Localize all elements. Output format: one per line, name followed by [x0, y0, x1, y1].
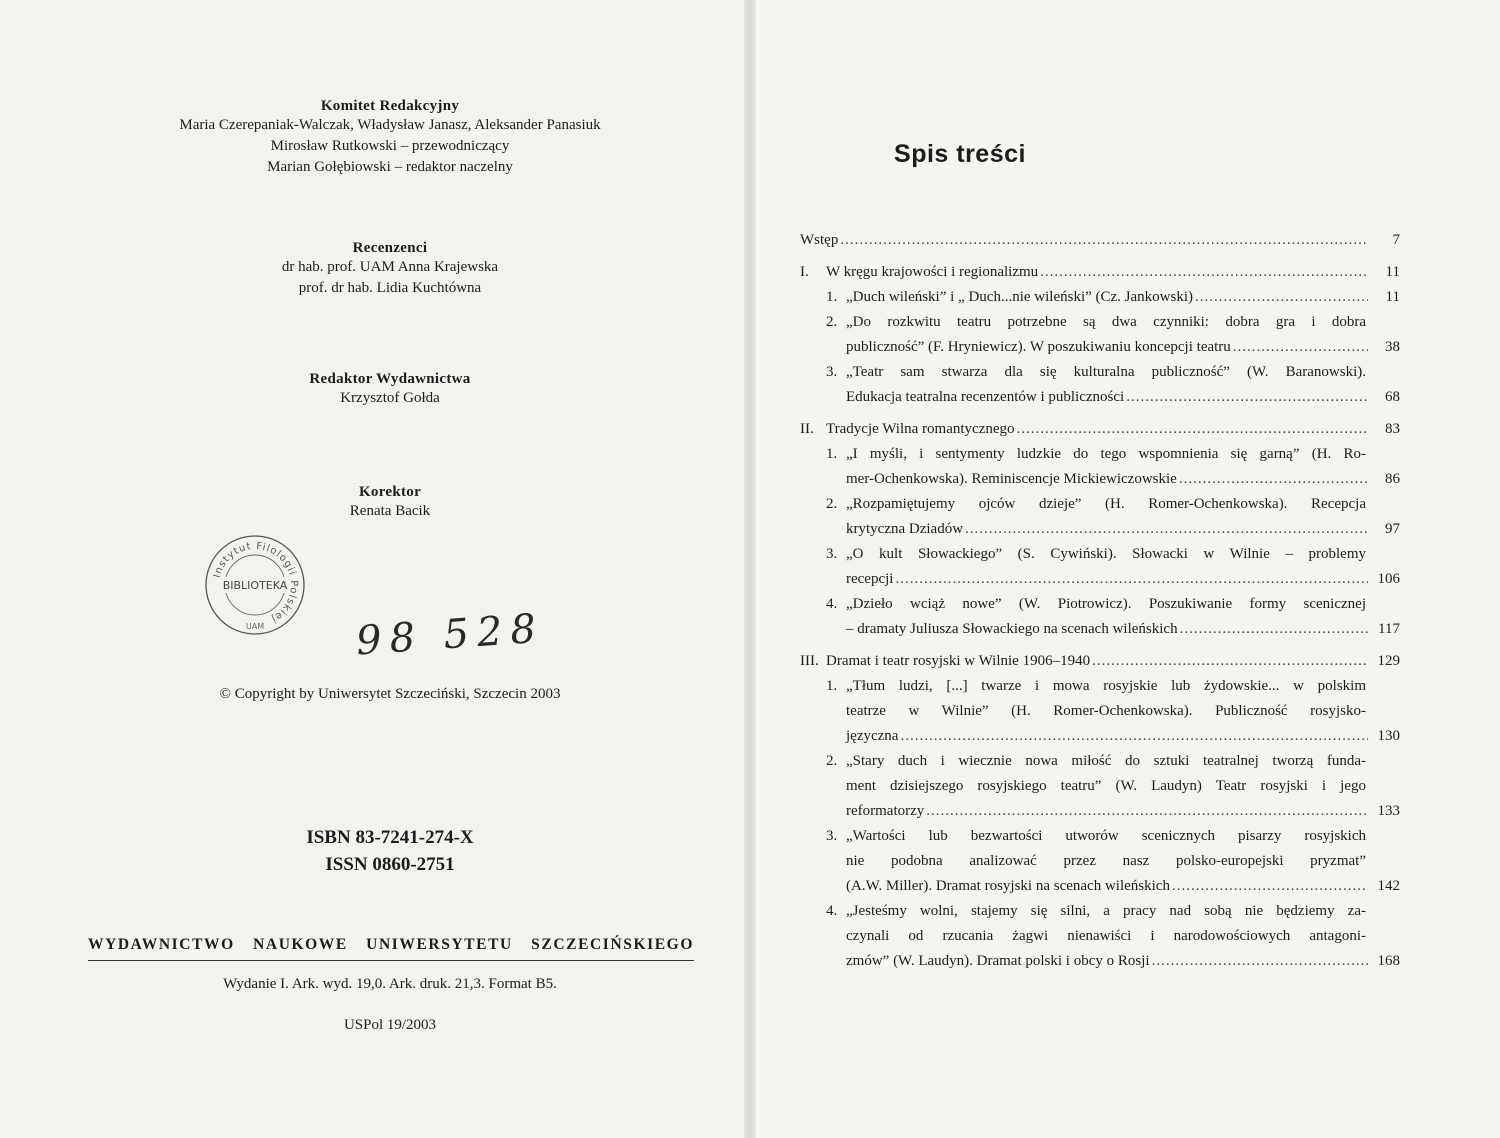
chapter-number: II.: [800, 421, 814, 437]
page-number: 130: [1377, 728, 1400, 744]
subentry-number: 3.: [826, 546, 838, 562]
subentry-line: [826, 949, 1400, 974]
subentry-text-line: [826, 749, 1400, 774]
subentry-text: teatrze w Wilnie” (H. Romer-Ochenkowska). Publiczność rosyjsko-: [846, 703, 1366, 719]
dot-leader: [1040, 260, 1368, 285]
chapter-title-line: [800, 417, 1400, 442]
subentry-text-line: [826, 774, 1400, 799]
page-number: 97: [1385, 521, 1400, 537]
dot-leader: [1092, 649, 1368, 674]
subentry-text: „Dzieło wciąż nowe” (W. Piotrowicz). Poszukiwanie formy scenicznej: [846, 596, 1366, 612]
toc-chapter: [800, 417, 1400, 642]
reviewer-line: prof. dr hab. Lidia Kuchtówna: [298, 280, 482, 296]
corrector-heading: Korektor: [358, 484, 422, 500]
subentry-text: „Jesteśmy wolni, stajemy się silni, a pracy nad sobą nie będziemy za-: [846, 903, 1366, 919]
subentry-number: 2.: [826, 753, 838, 769]
page-number: 11: [1385, 289, 1400, 305]
chapter-title-line: [800, 260, 1400, 285]
publishing-editor: [0, 371, 780, 409]
dot-leader: [965, 517, 1368, 542]
page-number: 11: [1385, 264, 1400, 280]
toc-subentry: [800, 749, 1400, 824]
subentry-line: [826, 617, 1400, 642]
page-number: 86: [1385, 471, 1400, 487]
chapter-number: III.: [800, 653, 819, 669]
page-number: 38: [1385, 339, 1400, 355]
toc-entry: [800, 228, 1400, 253]
subentry-text: Edukacja teatralna recenzentów i publiczności: [846, 389, 1125, 405]
chapter-title-text: W kręgu krajowości i regionalizmu: [826, 264, 1039, 280]
dot-leader: [1017, 417, 1368, 442]
toc-subentry: [800, 542, 1400, 592]
dot-leader: [1180, 617, 1368, 642]
subentry-text: krytyczna Dziadów: [846, 521, 964, 537]
subentry-text-line: [826, 592, 1400, 617]
toc-subentry: [800, 285, 1400, 310]
subentry-text: „O kult Słowackiego” (S. Cywiński). Słowacki w Wilnie – problemy: [846, 546, 1366, 562]
printer-info: USPol 19/2003: [343, 1017, 437, 1033]
reviewer-line: dr hab. prof. UAM Anna Krajewska: [281, 259, 499, 275]
subentry-text-line: [826, 924, 1400, 949]
page-number: 142: [1377, 878, 1400, 894]
toc-subentry: [800, 492, 1400, 542]
page-number: 117: [1378, 621, 1400, 637]
isbn: ISBN 83-7241-274-X: [306, 827, 474, 848]
subentry-text-line: [826, 849, 1400, 874]
dot-leader: [900, 724, 1368, 749]
page-number: 129: [1377, 653, 1400, 669]
subentry-text: „Tłum ludzi, [...] twarze i mowa rosyjskie lub żydowskie... w polskim: [846, 678, 1366, 694]
editor-heading: Redaktor Wydawnictwa: [309, 371, 471, 387]
subentry-text: języczna: [846, 728, 899, 744]
subentry-line: [826, 517, 1400, 542]
subentry-text: „Stary duch i wiecznie nowa miłość do sztuki teatralnej tworzą funda-: [846, 753, 1366, 769]
subentry-text: nie podobna analizować przez nasz polsko-europejski pryzmat”: [846, 853, 1366, 869]
dot-leader: [895, 567, 1368, 592]
dot-leader: [840, 228, 1368, 253]
toc-subentry: [800, 899, 1400, 974]
dot-leader: [1172, 874, 1368, 899]
copyright: © Copyright by Uniwersytet Szczeciński, Szczecin 2003: [219, 686, 561, 702]
toc-subentry: [800, 592, 1400, 642]
subentry-text: reformatorzy: [846, 803, 925, 819]
edition-info: Wydanie I. Ark. wyd. 19,0. Ark. druk. 21,3. Format B5.: [223, 976, 557, 992]
subentry-text: czynali od rzucania żagwi nienawiści i narodowościowych antagoni-: [846, 928, 1366, 944]
subentry-line: [826, 467, 1400, 492]
page-number: 83: [1385, 421, 1400, 437]
subentry-text: publiczność” (F. Hryniewicz). W poszukiwaniu koncepcji teatru: [846, 339, 1231, 355]
reviewers: [0, 240, 780, 299]
chapter-title-line: [800, 649, 1400, 674]
subentry-line: [826, 874, 1400, 899]
dot-leader: [1179, 467, 1368, 492]
issn: ISSN 0860-2751: [325, 854, 455, 875]
committee-line: Maria Czerepaniak-Walczak, Władysław Janasz, Aleksander Panasiuk: [179, 117, 601, 133]
subentry-text-line: [826, 442, 1400, 467]
toc-chapter: [800, 260, 1400, 410]
page-number: 68: [1385, 389, 1400, 405]
subentry-number: 2.: [826, 496, 838, 512]
subentry-text: – dramaty Juliusza Słowackiego na scenach wileńskich: [846, 621, 1178, 637]
subentry-line: [826, 567, 1400, 592]
isbn-block: [0, 824, 780, 878]
subentry-text: (A.W. Miller). Dramat rosyjski na scenach wileńskich: [846, 878, 1170, 894]
subentry-text-line: [826, 360, 1400, 385]
subentry-text-line: [826, 674, 1400, 699]
subentry-text: „Teatr sam stwarza dla się kulturalna publiczność” (W. Baranowski).: [846, 364, 1366, 380]
subentry-text-line: [826, 492, 1400, 517]
subentry-number: 1.: [826, 289, 838, 305]
stamp-center-text: BIBLIOTEKA: [222, 579, 288, 592]
corrector: [0, 484, 780, 522]
toc-subentry: [800, 674, 1400, 749]
subentry-text: „Duch wileński” i „ Duch...nie wileński” (Cz. Jankowski): [846, 289, 1193, 305]
toc-entry-text: Wstęp: [800, 232, 839, 248]
toc-chapter: [800, 649, 1400, 974]
stamp-bottom-text: UAM: [245, 622, 265, 631]
subentry-text-line: [826, 542, 1400, 567]
committee-line: Marian Gołębiowski – redaktor naczelny: [267, 159, 513, 175]
handwritten-inventory-number: 98 528: [354, 605, 546, 665]
toc-subentry: [800, 310, 1400, 360]
subentry-number: 2.: [826, 314, 838, 330]
dot-leader: [1152, 949, 1368, 974]
subentry-line: [826, 385, 1400, 410]
subentry-number: 3.: [826, 828, 838, 844]
toc-subentry: [800, 360, 1400, 410]
toc-title: [0, 140, 1500, 169]
chapter-title-text: Dramat i teatr rosyjski w Wilnie 1906–1940: [826, 653, 1091, 669]
chapter-title-text: Tradycje Wilna romantycznego: [826, 421, 1015, 437]
dot-leader: [926, 799, 1368, 824]
subentry-number: 4.: [826, 596, 838, 612]
subentry-text: „Rozpamiętujemy ojców dzieje” (H. Romer-Ochenkowska). Recepcja: [846, 496, 1366, 512]
subentry-text: ment dzisiejszego rosyjskiego teatru” (W. Laudyn) Teatr rosyjski i jego: [846, 778, 1366, 794]
stamp-ring-text: Instytut Filologii Polskiej: [211, 540, 300, 625]
subentry-number: 1.: [826, 446, 838, 462]
table-of-contents: [800, 228, 1400, 981]
subentry-line: [826, 724, 1400, 749]
toc-subentry: [800, 824, 1400, 899]
subentry-text-line: [826, 699, 1400, 724]
page-number: 106: [1377, 571, 1400, 587]
subentry-line: [826, 285, 1400, 310]
subentry-number: 4.: [826, 903, 838, 919]
subentry-line: [826, 799, 1400, 824]
toc-title-text: Spis treści: [894, 140, 1026, 168]
committee-heading: Komitet Redakcyjny: [320, 98, 460, 114]
subentry-text: „Wartości lub bezwartości utworów scenicznych pisarzy rosyjskich: [846, 828, 1366, 844]
editor-name: Krzysztof Gołda: [340, 390, 440, 406]
subentry-text: recepcji: [846, 571, 894, 587]
dot-leader: [1233, 335, 1368, 360]
reviewers-heading: Recenzenci: [352, 240, 428, 256]
subentry-text-line: [826, 899, 1400, 924]
toc-subentry: [800, 442, 1400, 492]
committee-line: Mirosław Rutkowski – przewodniczący: [270, 138, 510, 154]
subentry-text: mer-Ochenkowska). Reminiscencje Mickiewiczowskie: [846, 471, 1177, 487]
corrector-name: Renata Bacik: [349, 503, 431, 519]
library-stamp-icon: [203, 533, 307, 637]
subentry-number: 1.: [826, 678, 838, 694]
subentry-text: „I myśli, i sentymenty ludzkie do tego wspomnienia się garną” (H. Ro-: [846, 446, 1366, 462]
toc-entry-line: [800, 228, 1400, 253]
subentry-line: [826, 335, 1400, 360]
subentry-text-line: [826, 310, 1400, 335]
dot-leader: [1126, 385, 1368, 410]
dot-leader: [1195, 285, 1368, 310]
subentry-number: 3.: [826, 364, 838, 380]
subentry-text: „Do rozkwitu teatru potrzebne są dwa czynniki: dobra gra i dobra: [846, 314, 1366, 330]
page-number: 7: [1392, 232, 1400, 248]
subentry-text: zmów” (W. Laudyn). Dramat polski i obcy o Rosji: [846, 953, 1150, 969]
page-number: 168: [1377, 953, 1400, 969]
chapter-number: I.: [800, 264, 809, 280]
page-number: 133: [1377, 803, 1400, 819]
subentry-text-line: [826, 824, 1400, 849]
publisher-name: WYDAWNICTWO NAUKOWE UNIWERSYTETU SZCZECIŃSKIEGO: [88, 936, 694, 961]
